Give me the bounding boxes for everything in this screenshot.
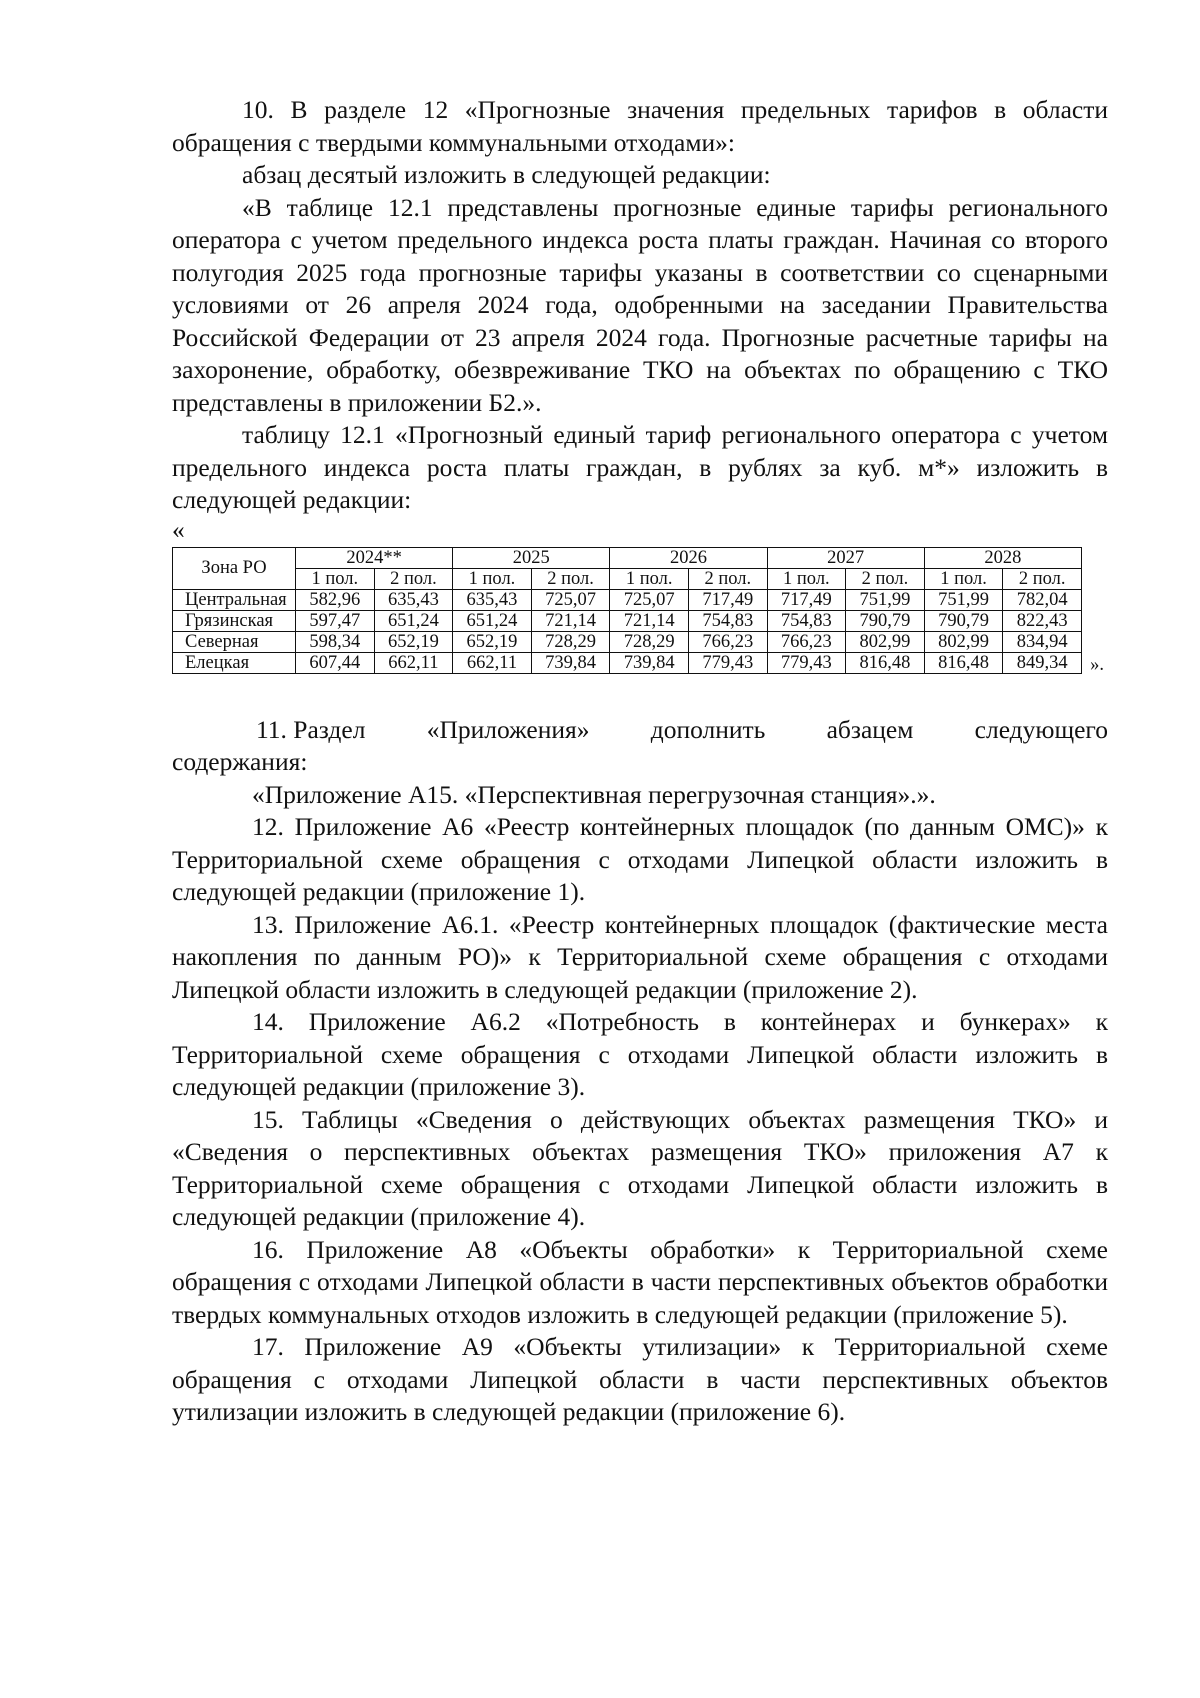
- value-cell: 717,49: [688, 589, 767, 610]
- value-cell: 728,29: [531, 631, 610, 652]
- value-cell: 766,23: [767, 631, 846, 652]
- value-cell: 607,44: [296, 652, 375, 673]
- table-row: [173, 652, 1082, 673]
- half-header: 2 пол.: [531, 568, 610, 589]
- value-cell: 717,49: [767, 589, 846, 610]
- value-cell: 635,43: [374, 589, 453, 610]
- table-row: [173, 610, 1082, 631]
- value-cell: 662,11: [374, 652, 453, 673]
- tariff-table: [172, 547, 1082, 674]
- value-cell: 754,83: [688, 610, 767, 631]
- table-header-halves: [173, 568, 1082, 589]
- value-cell: 728,29: [610, 631, 689, 652]
- value-cell: 597,47: [296, 610, 375, 631]
- value-cell: 725,07: [531, 589, 610, 610]
- item11-word: следующего: [974, 714, 1108, 744]
- value-cell: 790,79: [924, 610, 1003, 631]
- year-header: 2027: [767, 547, 924, 568]
- year-header: 2024**: [296, 547, 453, 568]
- half-header: 2 пол.: [846, 568, 925, 589]
- year-header: 2026: [610, 547, 767, 568]
- quote-open-mark: «: [172, 514, 185, 544]
- table-row: [173, 589, 1082, 610]
- paragraph-item-13: 13. Приложение А6.1. «Реестр контейнерных площадок (фактические места накопления по данным РО)» к Территориальной схеме обращения с отходами Липецкой области изложить в следующей редакции (приложение 2).: [172, 909, 1108, 1004]
- item11-word: абзацем: [826, 714, 914, 744]
- value-cell: 779,43: [767, 652, 846, 673]
- paragraph-quoted-text: «В таблице 12.1 представлены прогнозные единые тарифы регионального оператора с учетом предельного индекса роста платы граждан. Начиная со второго полугодия 2025 года прогнозные тарифы указаны в соответствии со сценарными условиями от 26 апреля 2024 года, одобренными на заседании Правительства Российской Федерации от 23 апреля 2024 года. Прогнозные расчетные тарифы на захоронение, обработку, обезвреживание ТКО на объектах по обращению с ТКО представлены в приложении Б2.».: [172, 192, 1108, 417]
- item11-word: дополнить: [650, 714, 766, 744]
- document-page: [172, 94, 1108, 1429]
- value-cell: 739,84: [610, 652, 689, 673]
- value-cell: 725,07: [610, 589, 689, 610]
- paragraph-abzac: абзац десятый изложить в следующей редакции:: [242, 160, 771, 189]
- table-row: [173, 631, 1082, 652]
- value-cell: 751,99: [846, 589, 925, 610]
- value-cell: 849,34: [1003, 652, 1082, 673]
- value-cell: 721,14: [610, 610, 689, 631]
- year-header: 2028: [924, 547, 1081, 568]
- paragraph-table-intro: таблицу 12.1 «Прогнозный единый тариф регионального оператора с учетом предельного индекса роста платы граждан, в рублях за куб. м*» изложить в следующей редакции:: [172, 420, 1108, 514]
- paragraph-item-10: 10. В разделе 12 «Прогнозные значения предельных тарифов в области обращения с твердыми коммунальными отходами»:: [172, 95, 1108, 157]
- value-cell: 802,99: [924, 631, 1003, 652]
- value-cell: 754,83: [767, 610, 846, 631]
- paragraph-item-11-quote: «Приложение А15. «Перспективная перегрузочная станция».».: [252, 779, 936, 809]
- value-cell: 751,99: [924, 589, 1003, 610]
- value-cell: 662,11: [453, 652, 532, 673]
- half-header: 1 пол.: [767, 568, 846, 589]
- quote-close-mark: ».: [1090, 654, 1104, 675]
- value-cell: 782,04: [1003, 589, 1082, 610]
- table-header-years: [173, 547, 1082, 568]
- value-cell: 652,19: [374, 631, 453, 652]
- value-cell: 790,79: [846, 610, 925, 631]
- zone-cell: Грязинская: [173, 610, 296, 631]
- value-cell: 721,14: [531, 610, 610, 631]
- paragraph-item-11-continuation: содержания:: [172, 747, 308, 776]
- item11-word: «Приложения»: [426, 714, 590, 744]
- value-cell: 816,48: [924, 652, 1003, 673]
- value-cell: 582,96: [296, 589, 375, 610]
- value-cell: 822,43: [1003, 610, 1082, 631]
- zone-header: Зона РО: [173, 547, 296, 589]
- value-cell: 779,43: [688, 652, 767, 673]
- value-cell: 598,34: [296, 631, 375, 652]
- half-header: 1 пол.: [610, 568, 689, 589]
- paragraph-item-14: 14. Приложение А6.2 «Потребность в контейнерах и бункерах» к Территориальной схеме обращения с отходами Липецкой области изложить в следующей редакции (приложение 3).: [172, 1007, 1108, 1101]
- paragraph-item-11-first-line: [172, 714, 1108, 747]
- paragraph-item-15: 15. Таблицы «Сведения о действующих объектах размещения ТКО» и «Сведения о перспективных объектах размещения ТКО» приложения А7 к Территориальной схеме обращения с отходами Липецкой области изложить в следующей редакции (приложение 4).: [172, 1104, 1108, 1231]
- half-header: 2 пол.: [688, 568, 767, 589]
- zone-cell: Центральная: [173, 589, 296, 610]
- value-cell: 766,23: [688, 631, 767, 652]
- value-cell: 651,24: [374, 610, 453, 631]
- zone-cell: Северная: [173, 631, 296, 652]
- tariff-table-wrapper: [172, 547, 1104, 675]
- zone-cell: Елецкая: [173, 652, 296, 673]
- half-header: 2 пол.: [374, 568, 453, 589]
- value-cell: 739,84: [531, 652, 610, 673]
- value-cell: 651,24: [453, 610, 532, 631]
- value-cell: 652,19: [453, 631, 532, 652]
- value-cell: 816,48: [846, 652, 925, 673]
- half-header: 1 пол.: [924, 568, 1003, 589]
- paragraph-item-17: 17. Приложение А9 «Объекты утилизации» к Территориальной схеме обращения с отходами Липецкой области в части перспективных объектов утилизации изложить в следующей редакции (приложение 6).: [172, 1332, 1108, 1426]
- year-header: 2025: [453, 547, 610, 568]
- value-cell: 834,94: [1003, 631, 1082, 652]
- spacer: [172, 674, 1108, 714]
- half-header: 1 пол.: [453, 568, 532, 589]
- paragraph-item-16: 16. Приложение А8 «Объекты обработки» к Территориальной схеме обращения с отходами Липецкой области в части перспективных объектов обработки твердых коммунальных отходов изложить в следующей редакции (приложение 5).: [172, 1234, 1108, 1329]
- half-header: 1 пол.: [296, 568, 375, 589]
- item11-word: 11. Раздел: [256, 714, 366, 744]
- paragraph-item-12: 12. Приложение А6 «Реестр контейнерных площадок (по данным ОМС)» к Территориальной схеме обращения с отходами Липецкой области изложить в следующей редакции (приложение 1).: [172, 812, 1108, 906]
- value-cell: 635,43: [453, 589, 532, 610]
- half-header: 2 пол.: [1003, 568, 1082, 589]
- value-cell: 802,99: [846, 631, 925, 652]
